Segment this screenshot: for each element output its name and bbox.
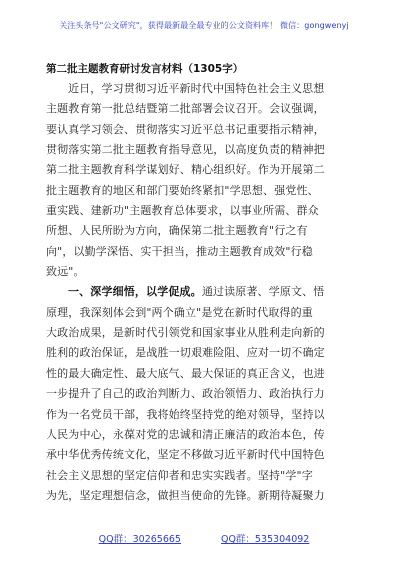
paragraph-line: 所想、人民所盼为方向，确保第二批主题教育"行之有	[46, 224, 308, 238]
header-note: 关注头条号"公文研究"，获得最新最全最专业的公文资料库！ 微信：gongwenyj	[59, 21, 349, 30]
section-heading: 一、深学细悟，以学促成。	[68, 285, 202, 299]
footer-qq-group-2[interactable]: QQ群：535304092	[220, 534, 310, 545]
document-body	[46, 79, 366, 506]
section-line: 大政治成果，是新时代引领党和国家事业从胜利走向新的	[46, 326, 325, 340]
paragraph-line: 近日，学习贯彻习近平新时代中国特色社会主义思想	[68, 82, 325, 95]
section-line: 人民为中心，永葆对党的忠诚和清正廉洁的政治本色，传	[46, 427, 325, 441]
section-line: 承中华优秀传统文化，坚定不移做习近平新时代中国特色	[46, 448, 325, 462]
paragraph-line: 要认真学习领会、贯彻落实习近平总书记重要指示精神，	[46, 122, 325, 136]
footer-contact	[0, 531, 408, 545]
paragraph-line: 向"，以勤学深悟、实干担当，推动主题教育成效"行稳	[46, 244, 313, 258]
paragraph-line: 主题教育第一批总结暨第二批部署会议召开。会议强调，	[46, 102, 325, 116]
section-first-line	[46, 282, 366, 302]
section-line: 原理，我深刻体会到"两个确立"是党在新时代取得的重	[46, 305, 313, 319]
section-line: 社会主义思想的坚定信仰者和忠实实践者。坚持"学"字	[46, 468, 313, 482]
footer-qq-group-1[interactable]: QQ群：30265665	[98, 534, 181, 545]
paragraph-line: 致远"。	[46, 265, 85, 279]
document-title: 第二批主题教育研讨发言材料（1305字）	[46, 63, 244, 75]
paragraph-line: 贯彻落实第二批主题教育指导意见，以高度负责的精神把	[46, 143, 325, 157]
section-line: 作为一名党员干部，我将始终坚持党的绝对领导，坚持以	[46, 407, 325, 421]
section-line: 一步提升了自己的政治判断力、政治领悟力、政治执行力	[46, 387, 325, 401]
section-line: 胜利的政治保证，是战胜一切艰难险阻、应对一切不确定	[46, 346, 325, 360]
section-first-line-text: 通过读原著、学原文、悟	[201, 285, 325, 299]
section-line: 为先，坚定理想信念，做担当使命的先锋。新期待凝聚力	[46, 488, 325, 502]
paragraph-line: 批主题教育的地区和部门要始终紧扣"学思想、强党性、	[46, 183, 319, 197]
section-line: 性的最大确定性、最大底气、最大保证的真正含义，也进	[46, 366, 325, 380]
paragraph-line: 重实践、建新功"主题教育总体要求，以事业所需、群众	[46, 204, 319, 218]
paragraph-line: 第二批主题教育科学谋划好、精心组织好。作为开展第二	[46, 163, 325, 177]
